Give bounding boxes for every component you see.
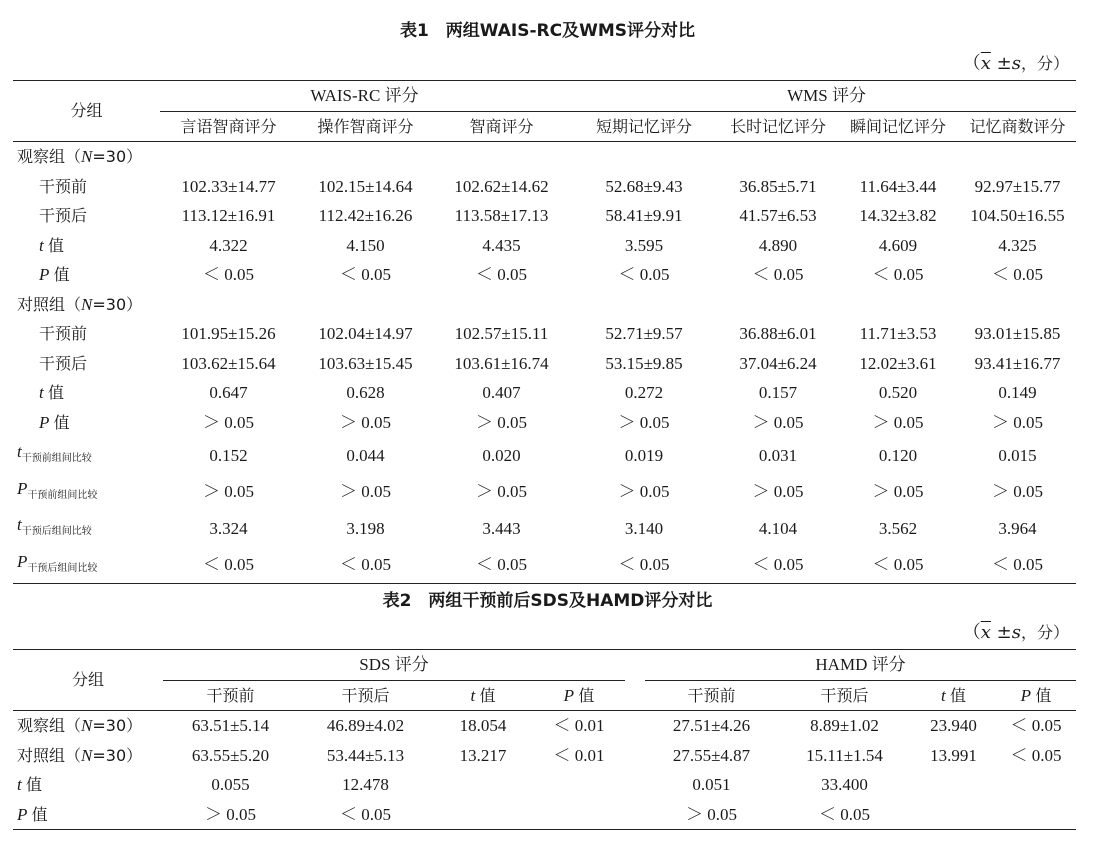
cell: 18.054 [459, 716, 507, 735]
row-label: t 值 [17, 775, 42, 794]
cell: 0.055 [211, 775, 250, 794]
cell: 27.51±4.26 [672, 716, 751, 735]
cell: 103.62±15.64 [181, 353, 276, 373]
row-label: t 值 [39, 235, 64, 255]
cell: 58.41±9.91 [605, 206, 683, 225]
cell: ＜ 0.01 [553, 745, 605, 765]
cell: ＞ 0.05 [752, 482, 804, 501]
table-row [13, 290, 1076, 320]
table-row [13, 474, 1076, 511]
cell: 12.02±3.61 [859, 353, 937, 373]
cell: 36.88±6.01 [739, 324, 817, 343]
cell: 101.95±15.26 [181, 324, 276, 343]
cell: 0.520 [878, 383, 918, 402]
cell: 0.407 [482, 383, 521, 402]
col-header: 干预前 [163, 680, 298, 711]
cell: ＜ 0.05 [1010, 716, 1062, 735]
cell: 0.019 [624, 445, 664, 465]
table-row [13, 408, 1076, 438]
cell: 4.609 [878, 235, 918, 255]
row-label: P 值 [39, 265, 70, 284]
cell: 11.64±3.44 [859, 176, 937, 196]
cell: 3.964 [998, 518, 1037, 538]
cell: 36.85±5.71 [739, 176, 817, 196]
cell: 53.44±5.13 [326, 745, 405, 765]
cell: 113.58±17.13 [454, 206, 549, 225]
cell: 102.62±14.62 [454, 176, 549, 196]
row-label: t 值 [39, 383, 64, 402]
table-row [13, 741, 1076, 771]
cell: ＜ 0.05 [959, 547, 1076, 584]
cell: ＞ 0.05 [992, 482, 1044, 501]
col-header: 言语智商评分 [160, 111, 297, 142]
col-header: 干预前 [645, 680, 778, 711]
col-header: P 值 [996, 680, 1076, 711]
col-header: P 值 [533, 680, 625, 711]
cell: 41.57±6.53 [739, 206, 817, 225]
group-header: 分组 [13, 81, 160, 142]
col-header: 长时记忆评分 [719, 111, 837, 142]
cell: 92.97±15.77 [974, 176, 1061, 196]
row-label: P 值 [13, 800, 163, 830]
row-label: $t_{干预后组间比较}$ [17, 515, 92, 537]
cell: ＞ 0.05 [340, 412, 391, 432]
col-header: 记忆商数评分 [959, 111, 1076, 142]
table-row [13, 172, 1076, 202]
cell: ＞ 0.05 [752, 412, 804, 432]
table-row [13, 201, 1076, 231]
cell: ＜ 0.01 [553, 716, 605, 735]
cell: 0.647 [209, 383, 248, 402]
cell: 93.41±16.77 [974, 353, 1061, 373]
cell: 12.478 [342, 775, 389, 794]
obs-group-label: 观察组（N=30） [17, 716, 143, 735]
cell: 13.217 [459, 745, 507, 765]
row-label: 干预前 [39, 324, 88, 343]
cell: ＜ 0.05 [872, 265, 924, 284]
cell: 103.63±15.45 [318, 353, 413, 373]
cell: 0.149 [998, 383, 1037, 402]
cell: 4.435 [482, 235, 521, 255]
table-row [13, 800, 1076, 830]
cell: 0.272 [624, 383, 664, 402]
cell: 93.01±15.85 [974, 324, 1061, 343]
cell: 102.15±14.64 [318, 176, 413, 196]
cell: ＞ 0.05 [618, 412, 670, 432]
cell: ＞ 0.05 [203, 412, 254, 432]
cell: 102.04±14.97 [318, 324, 413, 343]
cell: 3.198 [346, 518, 385, 538]
row-label: 干预后 [39, 353, 88, 373]
col-header: 瞬间记忆评分 [837, 111, 959, 142]
cell: 102.33±14.77 [181, 176, 276, 196]
cell: 0.044 [346, 445, 385, 465]
table1 [13, 80, 1076, 584]
table2 [13, 649, 1076, 830]
cell: 4.890 [758, 235, 798, 255]
cell: ＞ 0.05 [203, 482, 254, 501]
col-header: 操作智商评分 [297, 111, 434, 142]
col-header: 干预后 [298, 680, 433, 711]
cell: 4.322 [209, 235, 248, 255]
cell: 112.42±16.26 [318, 206, 413, 225]
col-header: t 值 [911, 680, 996, 711]
cell: ＜ 0.05 [837, 547, 959, 584]
ctl-group-label: 对照组（N=30） [17, 745, 143, 765]
cell: ＜ 0.05 [992, 265, 1044, 284]
cell: ＜ 0.05 [160, 547, 297, 584]
table-row [13, 231, 1076, 261]
row-label: 干预前 [39, 176, 88, 196]
cell: 23.940 [930, 716, 977, 735]
cell: 13.991 [930, 745, 977, 765]
table-row [13, 770, 1076, 800]
cell: 63.55±5.20 [191, 745, 270, 765]
row-label: $P_{干预后组间比较}$ [13, 547, 160, 584]
cell: 46.89±4.02 [326, 716, 405, 735]
cell: ＜ 0.05 [569, 547, 719, 584]
table2-caption: 表2 两组干预前后SDS及HAMD评分对比 [382, 591, 713, 611]
row-label: $P_{干预前组间比较}$ [17, 478, 98, 501]
cell: ＞ 0.05 [476, 412, 527, 432]
cell: ＜ 0.05 [340, 265, 391, 284]
col-header: 干预后 [778, 680, 911, 711]
cell: ＞ 0.05 [476, 482, 527, 501]
cell: 15.11±1.54 [806, 745, 883, 765]
cell: ＞ 0.05 [992, 412, 1044, 432]
cell: ＞ 0.05 [163, 800, 298, 830]
cell: ＜ 0.05 [778, 800, 911, 830]
cell: 4.150 [346, 235, 385, 255]
table-row [13, 378, 1076, 408]
col-header: 短期记忆评分 [569, 111, 719, 142]
table1-caption: 表1 两组WAIS-RC及WMS评分对比 [399, 21, 696, 41]
cell: ＜ 0.05 [297, 547, 434, 584]
cell: 0.152 [209, 445, 248, 465]
table-row [13, 319, 1076, 349]
cell: 0.157 [758, 383, 798, 402]
cell: ＜ 0.05 [1010, 745, 1062, 765]
table2-unit: （$\overline{x} \pm s$，分） [962, 622, 1069, 643]
cell: 11.71±3.53 [859, 324, 937, 343]
cell: 37.04±6.24 [739, 353, 817, 373]
row-label: $t_{干预前组间比较}$ [17, 442, 92, 464]
cell: 3.140 [624, 518, 664, 538]
cell: 102.57±15.11 [454, 324, 549, 343]
sds-header: SDS 评分 [163, 650, 625, 681]
table-row [13, 260, 1076, 290]
cell: 103.61±16.74 [454, 353, 549, 373]
cell: ＜ 0.05 [618, 265, 670, 284]
col-header: t 值 [433, 680, 533, 711]
cell: 104.50±16.55 [970, 206, 1065, 225]
cell: 0.120 [878, 445, 918, 465]
cell: 0.628 [346, 383, 385, 402]
cell: ＞ 0.05 [872, 412, 924, 432]
cell: 3.324 [209, 518, 248, 538]
cell: ＞ 0.05 [872, 482, 924, 501]
table-row [13, 142, 1076, 172]
cell: 0.020 [482, 445, 521, 465]
table1-unit: （$\overline{x} \pm s$，分） [962, 53, 1069, 74]
cell: ＜ 0.05 [298, 800, 433, 830]
cell: ＞ 0.05 [340, 482, 391, 501]
cell: ＜ 0.05 [203, 265, 254, 284]
cell: 4.104 [758, 518, 798, 538]
wms-header: WMS 评分 [569, 81, 1076, 112]
cell: 0.031 [758, 445, 798, 465]
table-row [13, 711, 1076, 741]
cell: 3.595 [624, 235, 664, 255]
row-label: 干预后 [39, 206, 88, 225]
cell: 52.68±9.43 [605, 176, 683, 196]
row-label: P 值 [39, 412, 70, 432]
cell: 14.32±3.82 [859, 206, 937, 225]
cell: ＜ 0.05 [476, 265, 527, 284]
table-row [13, 437, 1076, 474]
cell: 3.562 [878, 518, 918, 538]
cell: ＜ 0.05 [719, 547, 837, 584]
cell: 0.051 [692, 775, 731, 794]
cell: 33.400 [821, 775, 868, 794]
table-row [13, 547, 1076, 584]
cell: 0.015 [998, 445, 1037, 465]
cell: ＞ 0.05 [645, 800, 778, 830]
cell: 27.55±4.87 [672, 745, 751, 765]
cell: 63.51±5.14 [191, 716, 270, 735]
cell: ＜ 0.05 [752, 265, 804, 284]
cell: 3.443 [482, 518, 521, 538]
ctl-group-label: 对照组（N=30） [17, 294, 143, 314]
col-header: 智商评分 [434, 111, 569, 142]
cell: 113.12±16.91 [181, 206, 276, 225]
obs-group-label: 观察组（N=30） [17, 147, 143, 166]
cell: 8.89±1.02 [810, 716, 879, 735]
table-row [13, 349, 1076, 379]
group-header: 分组 [13, 650, 163, 711]
cell: 52.71±9.57 [605, 324, 683, 343]
table-row [13, 510, 1076, 547]
cell: 53.15±9.85 [605, 353, 683, 373]
cell: ＜ 0.05 [434, 547, 569, 584]
wais-header: WAIS-RC 评分 [160, 81, 569, 112]
hamd-header: HAMD 评分 [645, 650, 1076, 681]
cell: 4.325 [998, 235, 1037, 255]
cell: ＞ 0.05 [618, 482, 670, 501]
